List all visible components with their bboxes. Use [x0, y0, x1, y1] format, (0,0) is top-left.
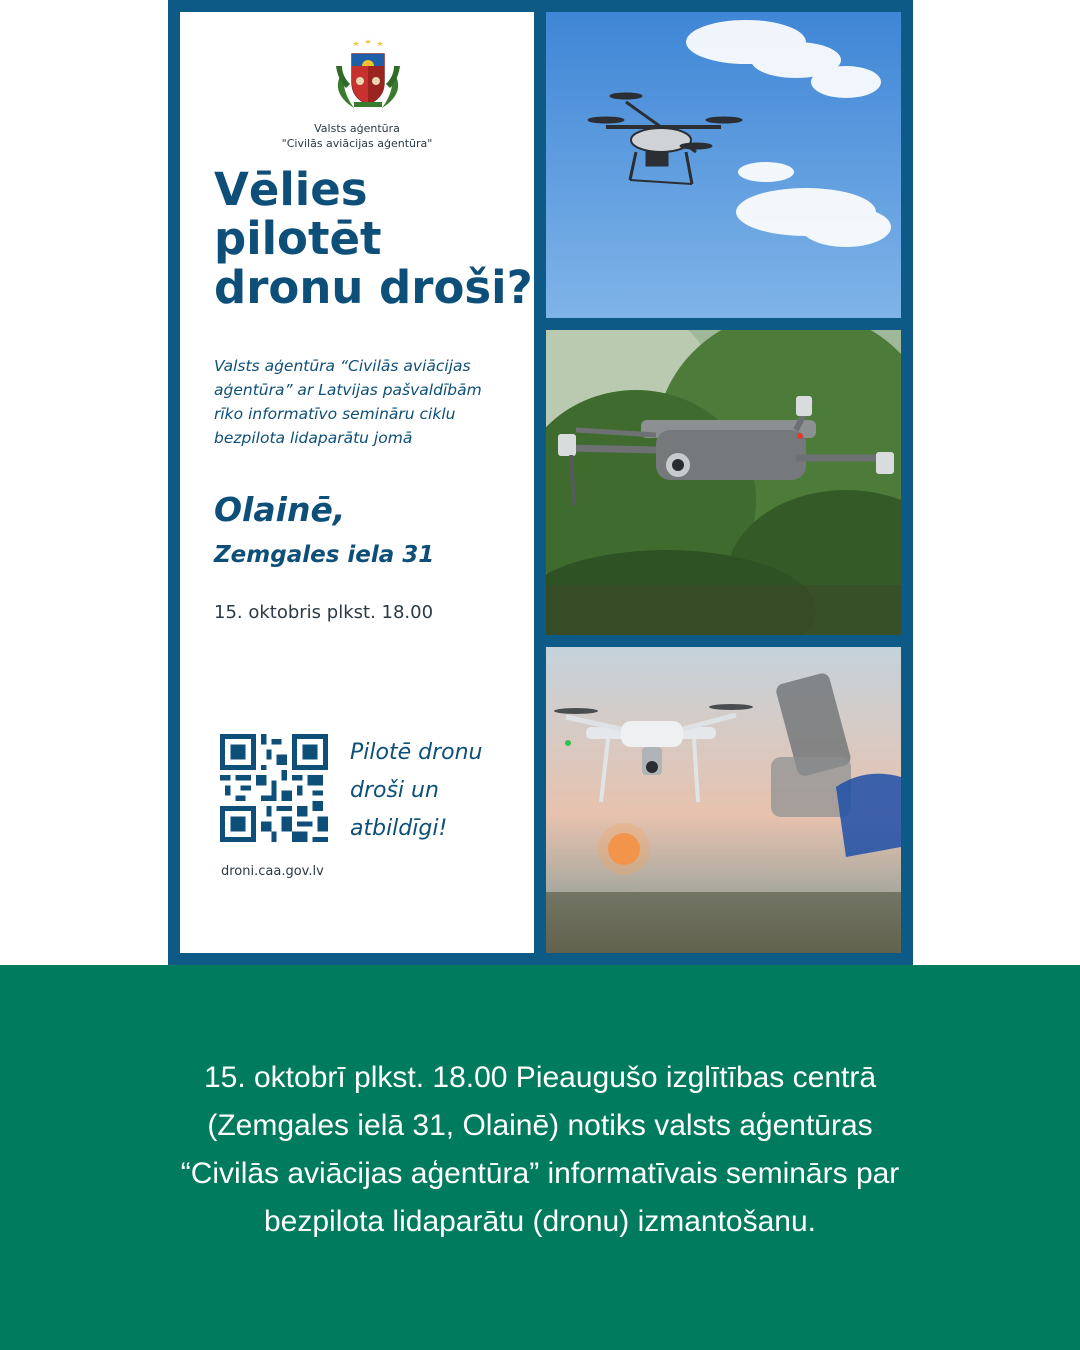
poster-text-panel	[180, 12, 534, 953]
drone-sunset-photo	[546, 647, 901, 953]
intro-line: rīko informatīvo semināru ciklu	[214, 405, 456, 423]
caption-line: 15. oktobrī plkst. 18.00 Pieaugušo izglītības centrā	[203, 1061, 877, 1094]
caption-line: bezpilota lidaparātu (dronu) izmantošanu.	[264, 1205, 816, 1238]
caption-line: “Civilās aviācijas aģentūra” informatīvais seminārs par	[180, 1157, 900, 1190]
poster	[168, 0, 913, 965]
event-date: 15. oktobris plkst. 18.00	[214, 602, 434, 623]
poster-slogan	[350, 734, 482, 848]
latvia-coat-of-arms-icon	[328, 36, 408, 116]
headline-line: dronu droši?	[214, 261, 533, 314]
caption-band	[0, 965, 1080, 1350]
event-city: Olainē,	[214, 490, 346, 529]
slogan-line: Pilotē dronu	[350, 740, 483, 765]
agency-name-line-2: "Civilās aviācijas aģentūra"	[281, 137, 433, 150]
drone-sky-photo	[546, 12, 901, 318]
intro-line: Valsts aģentūra “Civilās aviācijas	[214, 357, 471, 375]
caption-text	[40, 1054, 1040, 1246]
slogan-line: atbildīgi!	[350, 816, 448, 841]
drone-trees-photo	[546, 330, 901, 635]
headline-line: pilotēt	[214, 212, 382, 265]
intro-line: bezpilota lidaparātu jomā	[214, 429, 413, 447]
poster-url: droni.caa.gov.lv	[221, 864, 324, 879]
headline-line: Vēlies	[214, 163, 368, 216]
poster-headline	[214, 165, 534, 312]
event-address: Zemgales iela 31	[214, 542, 435, 568]
qr-code-icon	[220, 734, 328, 842]
caption-line: (Zemgales ielā 31, Olainē) notiks valsts aģentūras	[207, 1109, 873, 1142]
intro-line: aģentūra” ar Latvijas pašvaldībām	[214, 381, 482, 399]
agency-name-line-1: Valsts aģentūra	[314, 122, 400, 135]
poster-intro	[214, 354, 524, 450]
slogan-line: droši un	[350, 778, 439, 803]
